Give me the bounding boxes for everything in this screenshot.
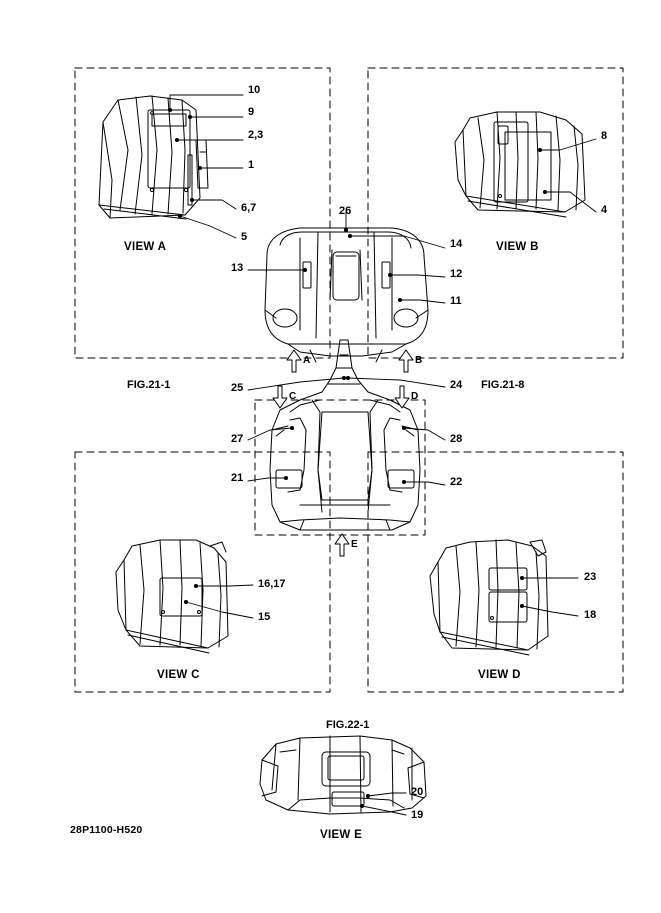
arrow-label-b: B bbox=[415, 355, 423, 366]
callout-12: 12 bbox=[450, 268, 463, 280]
callout-21: 21 bbox=[231, 472, 244, 484]
callout-20: 20 bbox=[411, 786, 424, 798]
center-front-artwork bbox=[265, 228, 428, 362]
callout-26: 26 bbox=[339, 205, 352, 217]
callout-16-17: 16,17 bbox=[258, 578, 286, 590]
view-e-artwork bbox=[260, 736, 426, 814]
fig-ref-22-1: FIG.22-1 bbox=[326, 719, 370, 731]
view-b-artwork bbox=[455, 112, 585, 217]
direction-arrow-glyphs bbox=[273, 350, 413, 556]
callout-9: 9 bbox=[248, 106, 255, 118]
view-d-leaders bbox=[520, 576, 578, 616]
arrow-label-a: A bbox=[303, 355, 311, 366]
view-e-leaders bbox=[360, 793, 406, 815]
view-a-leaders bbox=[168, 95, 243, 238]
view-a-title: VIEW A bbox=[124, 241, 167, 253]
part-code: 28P1100-H520 bbox=[70, 824, 143, 836]
arrow-label-d: D bbox=[411, 391, 419, 402]
callout-14: 14 bbox=[450, 238, 463, 250]
panel-box-view-b bbox=[368, 68, 623, 358]
view-e-title: VIEW E bbox=[320, 829, 363, 841]
callout-10: 10 bbox=[248, 84, 261, 96]
view-b-title: VIEW B bbox=[496, 241, 539, 253]
callout-6-7: 6,7 bbox=[241, 202, 257, 214]
callout-8: 8 bbox=[601, 130, 608, 142]
callout-2-3: 2,3 bbox=[248, 129, 264, 141]
arrow-label-c: C bbox=[289, 391, 297, 402]
callout-5: 5 bbox=[241, 231, 248, 243]
callout-27: 27 bbox=[231, 433, 244, 445]
view-c-title: VIEW C bbox=[157, 669, 200, 681]
callout-25: 25 bbox=[231, 382, 244, 394]
center-leaders bbox=[248, 212, 445, 485]
view-d-title: VIEW D bbox=[478, 669, 521, 681]
callout-28: 28 bbox=[450, 433, 463, 445]
view-c-artwork bbox=[116, 540, 228, 653]
arrow-label-e: E bbox=[351, 539, 358, 550]
callout-24: 24 bbox=[450, 379, 463, 391]
callout-13: 13 bbox=[231, 262, 244, 274]
fig-ref-21-8: FIG.21-8 bbox=[481, 379, 525, 391]
callout-15: 15 bbox=[258, 611, 271, 623]
callout-4: 4 bbox=[601, 204, 608, 216]
callout-23: 23 bbox=[584, 571, 597, 583]
callout-22: 22 bbox=[450, 476, 463, 488]
fig-ref-21-1: FIG.21-1 bbox=[127, 379, 171, 391]
callout-1: 1 bbox=[248, 159, 255, 171]
view-c-leaders bbox=[184, 584, 253, 618]
view-d-artwork bbox=[430, 540, 548, 655]
callout-11: 11 bbox=[450, 295, 462, 307]
view-b-leaders bbox=[538, 139, 596, 212]
callout-19: 19 bbox=[411, 809, 424, 821]
panel-box-view-a bbox=[75, 68, 330, 358]
callout-18: 18 bbox=[584, 609, 597, 621]
